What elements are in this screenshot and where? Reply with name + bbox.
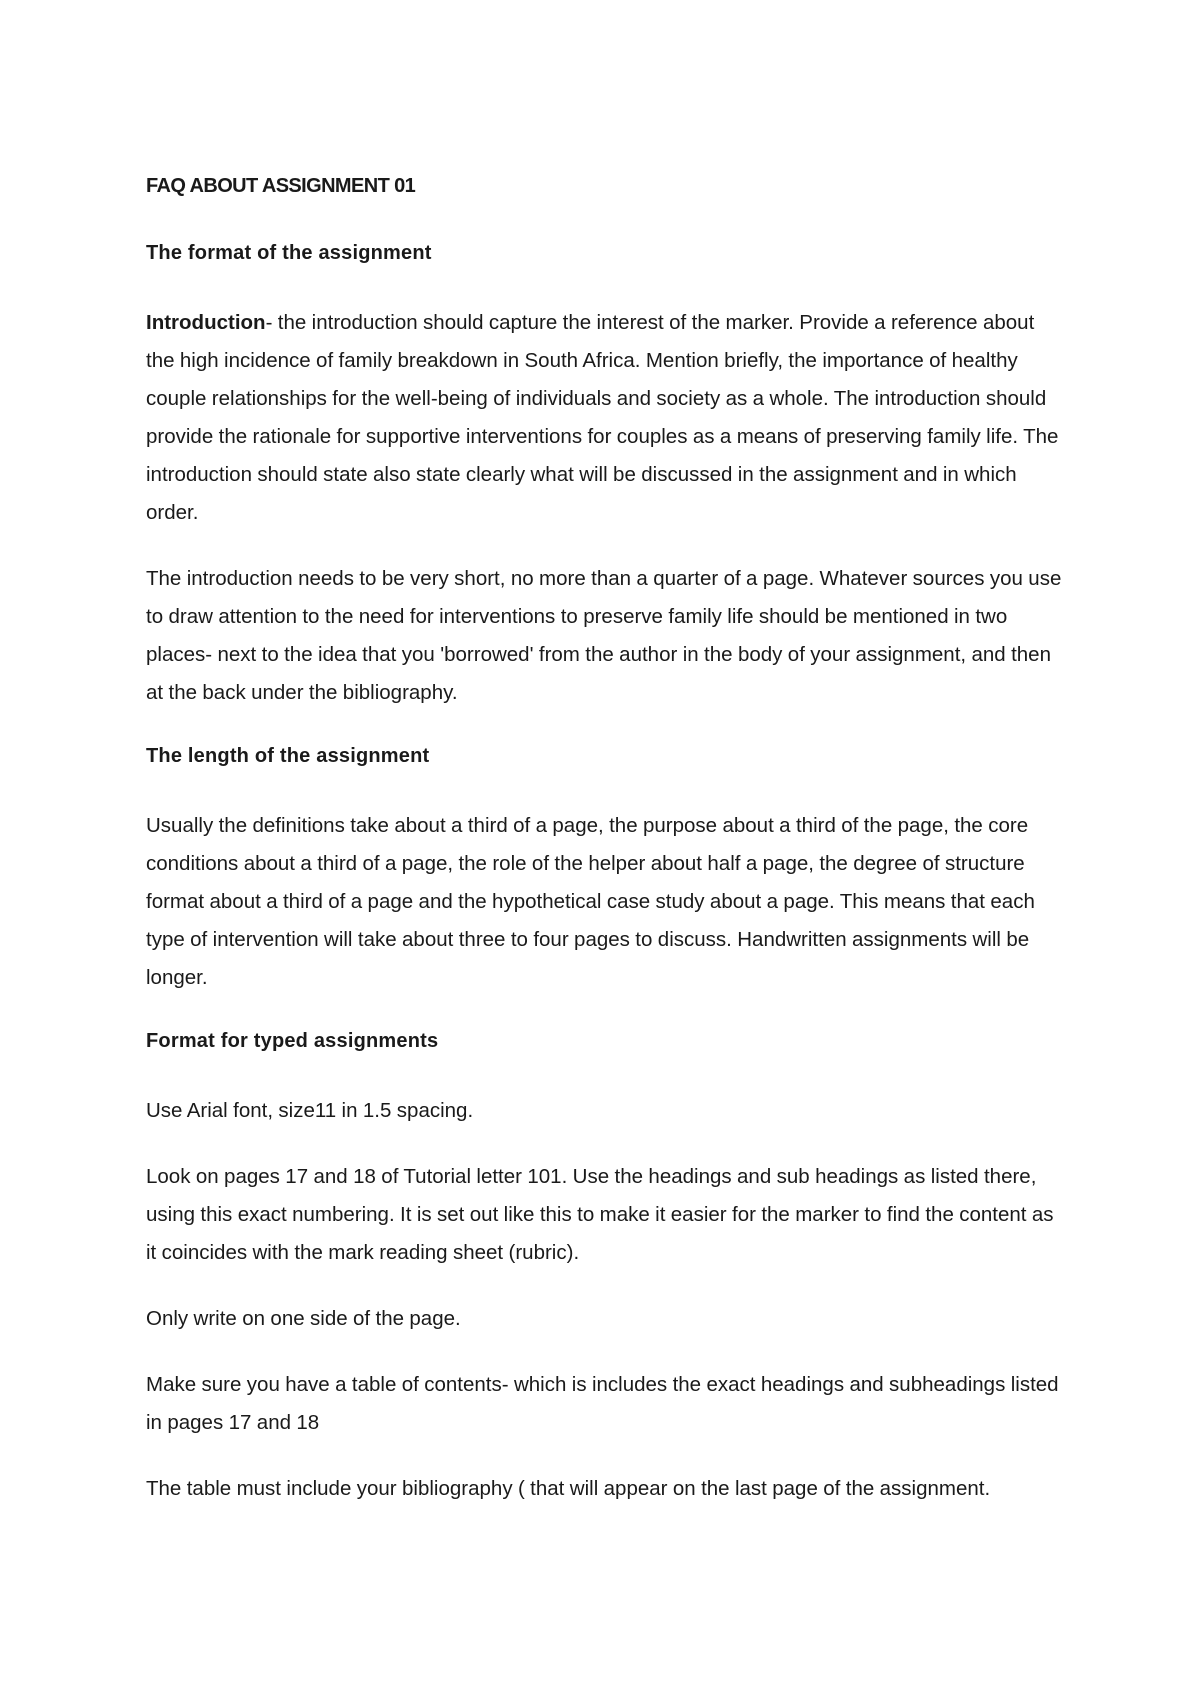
paragraph-tutorial-letter: Look on pages 17 and 18 of Tutorial letter 101. Use the headings and sub headings as listed there, using this exact numbering. It is set out like this to make it easier for the marker to find the content as it coincides with the mark reading sheet (rubric). [146, 1165, 1054, 1264]
paragraph-introduction-length: The introduction needs to be very short, no more than a quarter of a page. Whatever sources you use to draw attention to the need for interventions to preserve family life should be mentioned in two places- next to the idea that you 'borrowed' from the author in the body of your assignment, and then at the back under the bibliography. [146, 567, 1062, 704]
paragraph-length: Usually the definitions take about a third of a page, the purpose about a third of the page, the core conditions about a third of a page, the role of the helper about half a page, the degree of structure format about a third of a page and the hypothetical case study about a page. This means that each type of intervention will take about three to four pages to discuss. Handwritten assignments will be longer. [146, 814, 1035, 989]
paragraph-lead: Introduction [146, 311, 266, 334]
section-heading-length: The length of the assignment [146, 745, 430, 767]
document-title: FAQ ABOUT ASSIGNMENT 01 [146, 175, 416, 197]
section-heading-typed-format: Format for typed assignments [146, 1030, 439, 1052]
paragraph-one-side: Only write on one side of the page. [146, 1307, 461, 1330]
paragraph-text: - the introduction should capture the interest of the marker. Provide a reference about the high incidence of family breakdown in South Africa. Mention briefly, the importance of healthy couple relationships for the well-being of individuals and society as a whole. The introduction should provide the rationale for supportive interventions for couples as a means of preserving family life. The introduction should state also state clearly what will be discussed in the assignment and in which order. [146, 311, 1059, 524]
paragraph-introduction [146, 304, 1066, 532]
paragraph-font: Use Arial font, size11 in 1.5 spacing. [146, 1099, 474, 1122]
paragraph-table-of-contents: Make sure you have a table of contents- which is includes the exact headings and subheadings listed in pages 17 and 18 [146, 1373, 1059, 1434]
paragraph-bibliography: The table must include your bibliography ( that will appear on the last page of the assignment. [146, 1477, 991, 1500]
document-page [146, 170, 1066, 1536]
section-heading-format: The format of the assignment [146, 242, 432, 264]
